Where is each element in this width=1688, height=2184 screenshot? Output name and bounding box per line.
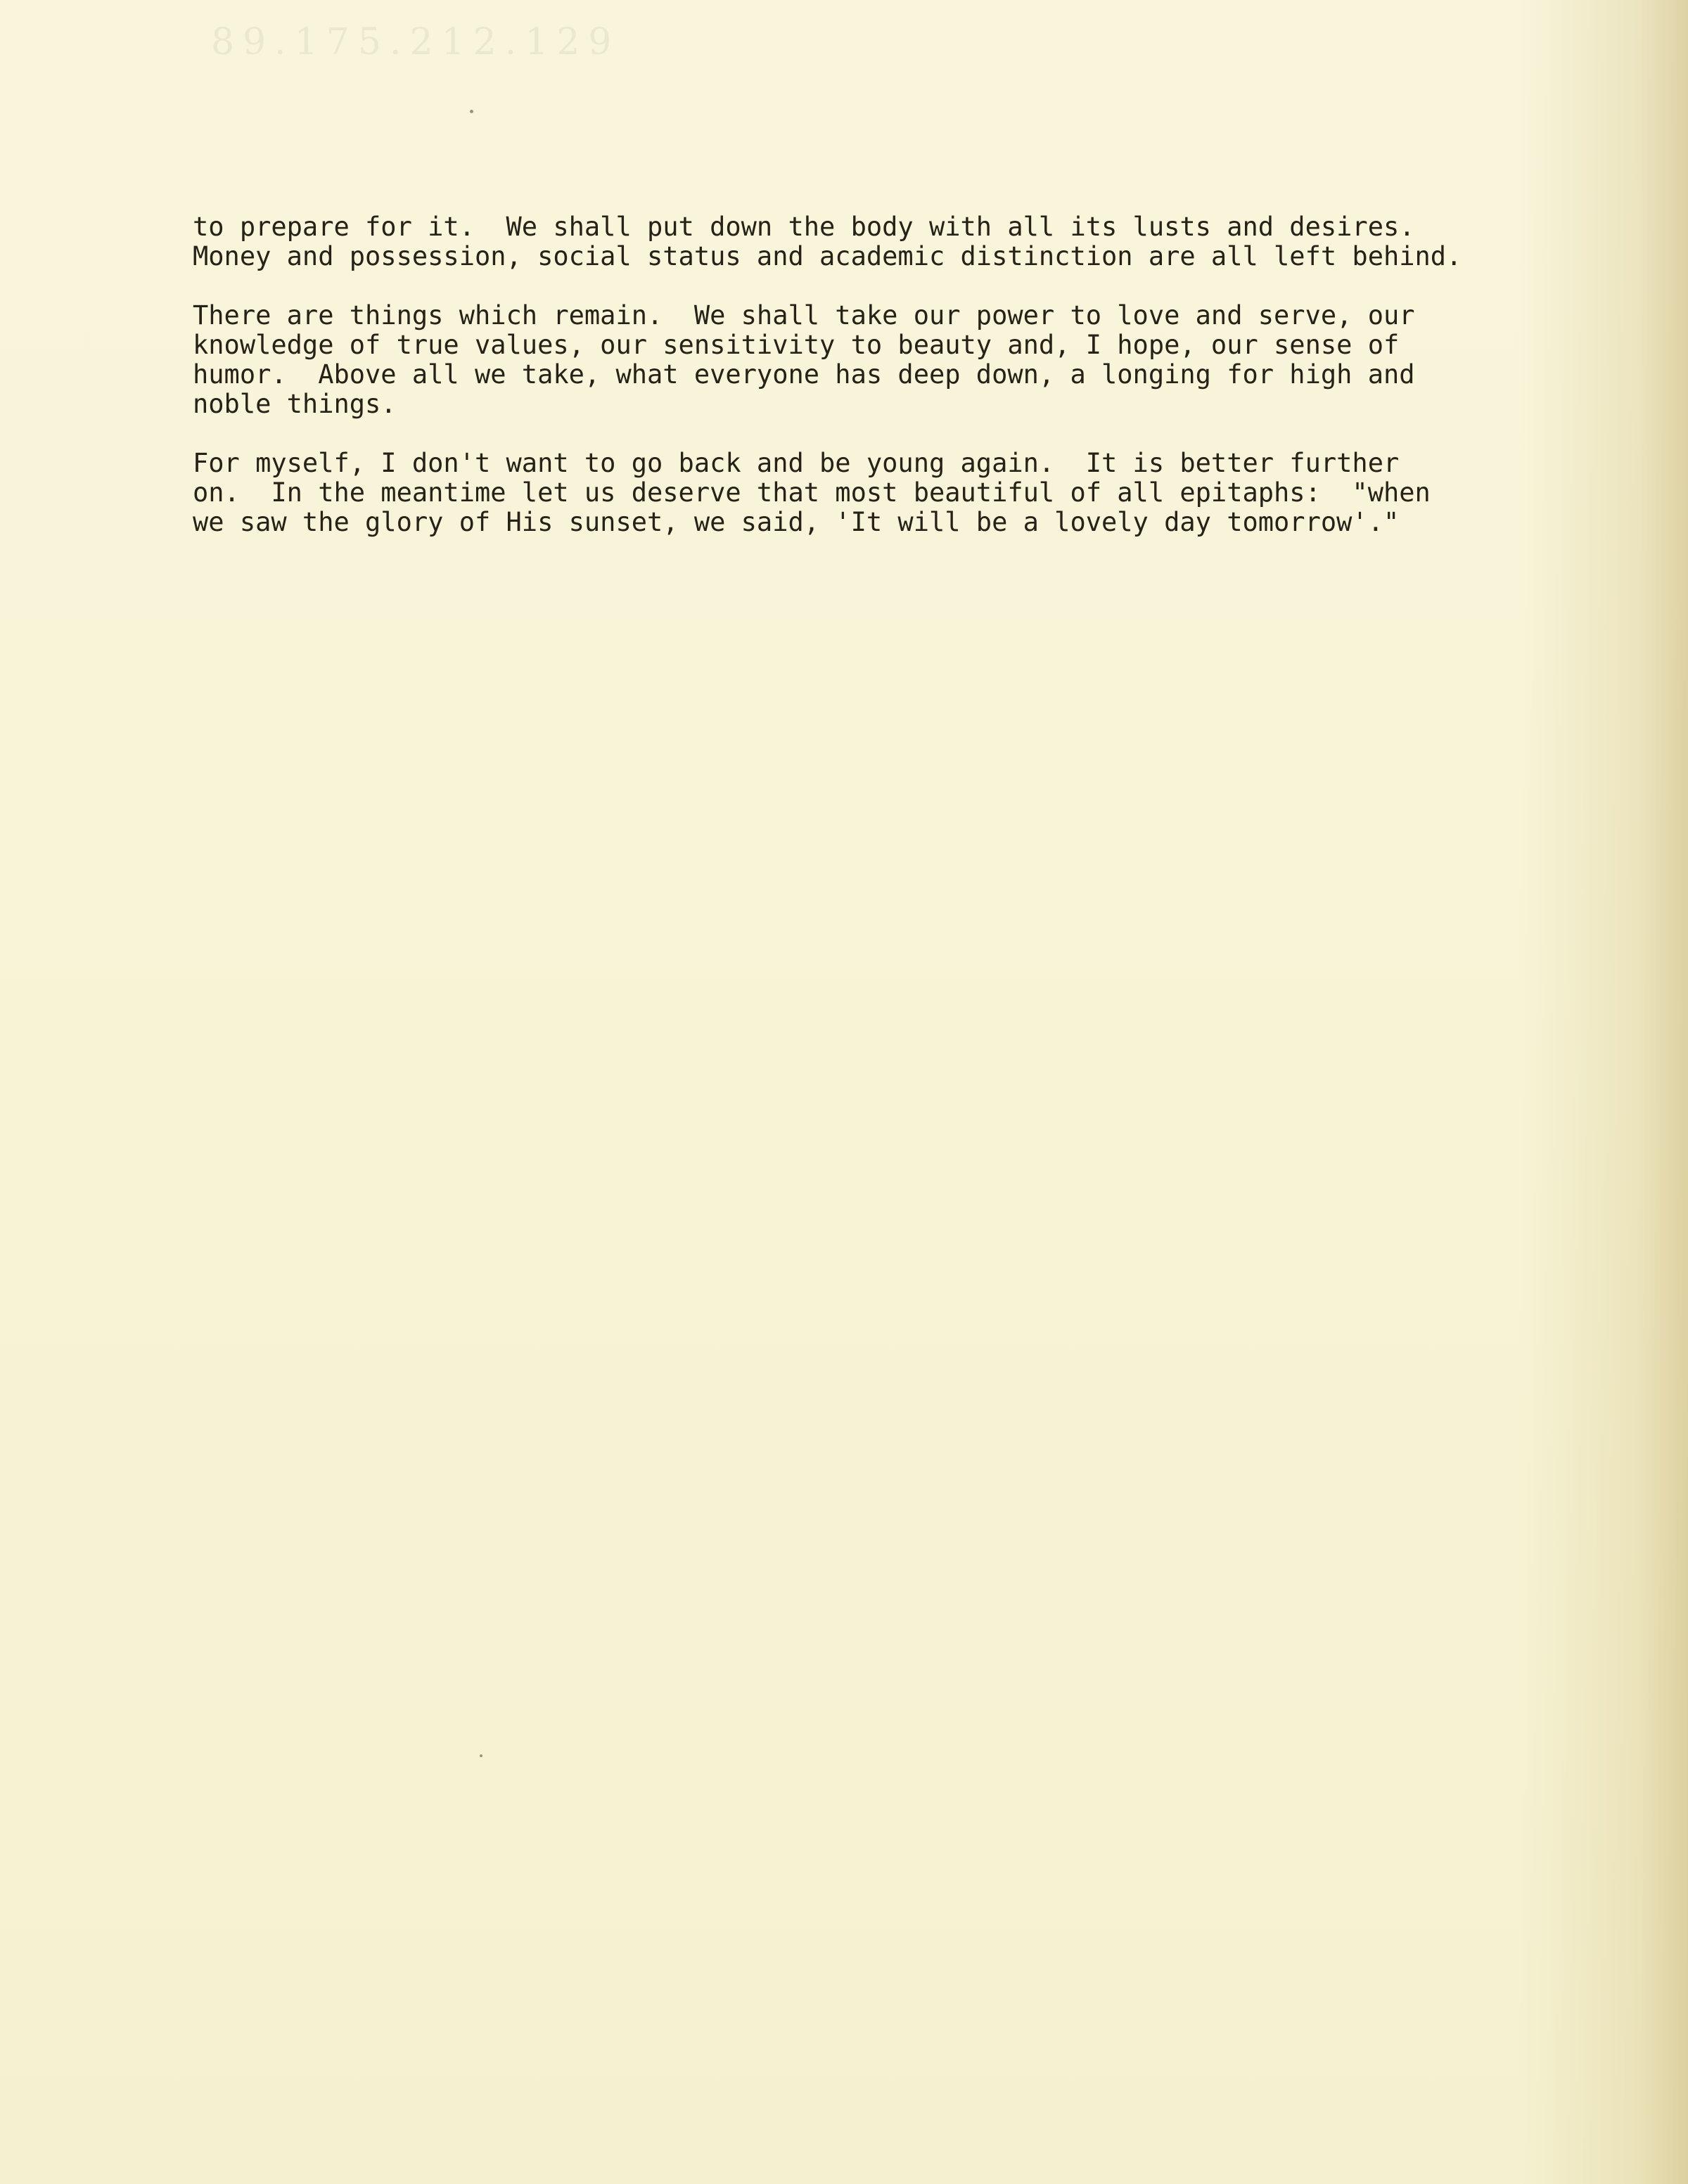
typed-body-text <box>193 212 1571 567</box>
paper-speck <box>480 1754 482 1757</box>
paper-speck <box>470 110 473 113</box>
text-line: knowledge of true values, our sensitivity to beauty and, I hope, our sense of <box>193 330 1400 360</box>
text-line: humor. Above all we take, what everyone has deep down, a longing for high and <box>193 359 1415 390</box>
text-line: There are things which remain. We shall take our power to love and serve, our <box>193 300 1415 330</box>
paragraph-2 <box>193 301 1571 419</box>
text-line: to prepare for it. We shall put down the body with all its lusts and desires. <box>193 212 1415 242</box>
text-line: Money and possession, social status and academic distinction are all left behind. <box>193 241 1462 271</box>
text-line: For myself, I don't want to go back and be young again. It is better further <box>193 448 1400 478</box>
text-line: on. In the meantime let us deserve that most beautiful of all epitaphs: "when <box>193 477 1431 508</box>
text-line: noble things. <box>193 389 397 419</box>
paragraph-1 <box>193 212 1571 271</box>
text-line: we saw the glory of His sunset, we said, 'It will be a lovely day tomorrow'." <box>193 507 1400 537</box>
paragraph-3 <box>193 449 1571 537</box>
pencil-note: 89.175.212.129 <box>211 21 620 63</box>
